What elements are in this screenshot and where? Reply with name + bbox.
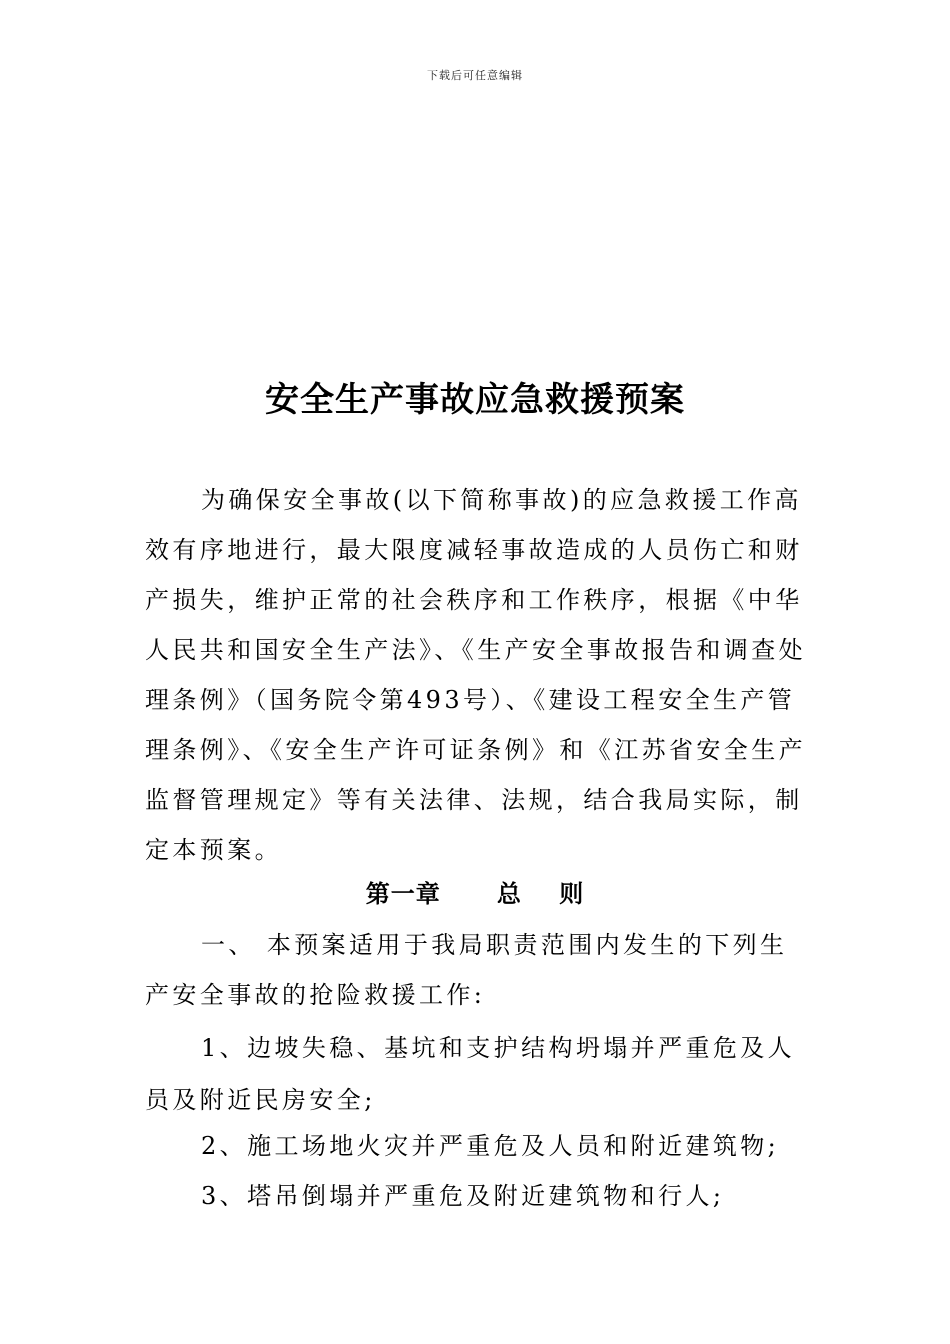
list-item: 3、塔吊倒塌并严重危及附近建筑物和行人; xyxy=(201,1182,725,1210)
intro-paragraph: 为确保安全事故(以下简称事故)的应急救援工作高效有序地进行，最大限度减轻事故造成的人员伤亡和财产损失，维护正常的社会秩序和工作秩序，根据《中华人民共和国安全生产法》、《生产安全事故报告和调查处理条例》（国务院令第493号）、《建设工程安全生产管理条例》、《安全生产许可证条例》和《江苏省安全生产监督管理规定》等有关法律、法规，结合我局实际，制定本预案。 xyxy=(145,486,806,864)
chapter-heading: 第一章 总 则 xyxy=(365,879,585,908)
list-item: 1、边坡失稳、基坑和支护结构坍塌并严重危及人员及附近民房安全; xyxy=(145,1034,796,1114)
document-title: 安全生产事故应急救援预案 xyxy=(265,380,685,420)
list-item: 2、施工场地火灾并严重危及人员和附近建筑物; xyxy=(201,1132,780,1160)
article-paragraph: 一、 本预案适用于我局职责范围内发生的下列生产安全事故的抢险救援工作: xyxy=(145,931,788,1009)
header-note: 下载后可任意编辑 xyxy=(427,69,523,82)
